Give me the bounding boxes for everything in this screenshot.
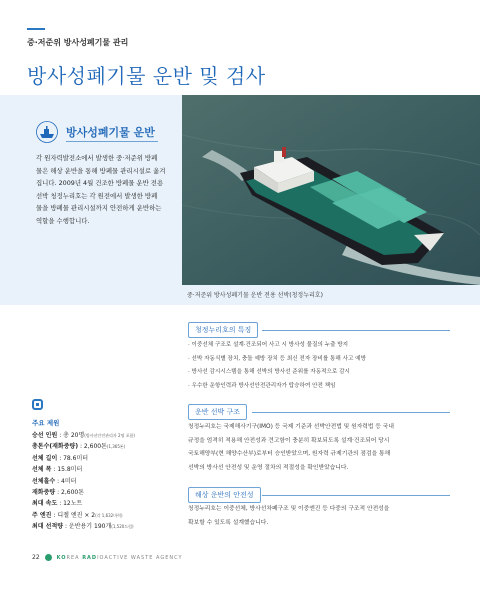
transport-subtitle: 방사성폐기물 운반 [66,126,155,139]
agency-logo-icon [45,554,52,561]
structure-line: 규정을 엄격히 적용해 안전성과 견고함이 충분히 확보되도록 설계·건조되어 당시 [188,437,390,444]
spec-label: 선체흘수 [32,477,56,485]
structure-line: 국토해양부(현 해양수산부)로부터 승인받았으며, 원자력 규제기관의 점검을 통해 [188,451,391,457]
structure-rule [252,412,450,413]
spec-value: : 12노트 [57,500,83,508]
intro-line: 물을 방폐물 관리시설까지 안전하게 운반하는 [36,204,162,213]
spec-label: 총톤수(재화중량) [32,443,79,451]
spec-list [32,430,135,533]
spec-value: : 총 20명 [57,432,85,439]
spec-row [32,510,135,521]
agency-name-part: RAD [82,554,98,561]
spec-value: : 디젤 엔진 × 2 [51,511,96,519]
agency-name-part: REA [66,554,83,561]
features-tag: 청정누리호의 특징 [188,322,258,338]
spec-value: : 4미터 [55,477,77,485]
spec-value: : 운반용기 190개 [63,523,112,531]
accent-line [27,28,45,30]
spec-row [32,441,135,452]
spec-row [32,464,135,475]
agency-name-part: IOACTIVE WASTE AGENCY [97,554,183,561]
feature-item: · 선박 자동식별 장치, 충돌 예방 장치 등 최신 전자 장비를 통해 사고 예방 [188,355,366,362]
photo-caption: 중·저준위 방사성폐기물 운반 전용 선박(청정누리호) [187,292,323,299]
intro-line: 물은 해상 운반을 통해 방폐물 관리시설로 옮겨 [36,166,166,175]
spec-note: (1,520드럼) [111,524,134,530]
spec-note: (방사선안전관리자 2명 포함) [84,433,135,438]
spec-label: 선체 폭 [32,466,52,474]
features-rule [262,330,450,331]
subtitle-rule [66,141,158,142]
structure-paragraph [188,421,456,475]
spec-row [32,521,135,532]
safety-line: 청정누리호는 이중선체, 방사선차폐구조 및 이중엔진 등 다중의 구조적 안전성을 [188,506,390,512]
features-list [188,339,366,393]
spec-row [32,453,135,464]
intro-line: 역할을 수행합니다. [36,216,90,225]
intro-line: 각 원자력발전소에서 발생한 중·저준위 방폐 [36,154,158,162]
structure-line: 선박의 방사선 안전성 및 운영 절차의 적절성을 확인받았습니다. [188,464,349,471]
spec-value: : 2,600톤 [55,489,84,497]
spec-label: 선체 길이 [32,454,58,462]
feature-item: · 이중선체 구조로 설계·건조되어 사고 시 방사성 물질의 누출 방지 [188,342,349,348]
transport-intro [36,152,176,228]
safety-tag: 해상 운반의 안전성 [188,487,261,503]
agency-name [57,555,183,561]
spec-row [32,430,135,441]
spec-label: 승선 인원 [32,432,58,439]
footer [32,554,183,561]
intro-line: 집니다. 2009년 4월 건조한 방폐물 운반 전용 [36,179,164,188]
spec-note: (각 1,632마력) [95,512,123,518]
ship-illustration [182,95,480,285]
section-label: 중·저준위 방사성폐기물 관리 [27,38,129,47]
safety-paragraph [188,503,456,530]
safety-line: 확보할 수 있도록 설계했습니다. [188,519,269,526]
spec-heading: 주요 제원 [32,419,60,427]
ship-photo [182,95,480,285]
agency-name-part: KO [56,554,67,561]
spec-label: 최대 선적량 [32,523,64,531]
spec-label: 최대 속도 [32,500,58,508]
page-title: 방사성폐기물 운반 및 검사 [27,64,266,88]
feature-item: · 방사선 감시시스템을 통해 선박의 방사선 준위를 자동적으로 감시 [188,369,350,376]
safety-rule [262,495,450,496]
spec-value: : 2,600톤 [78,443,107,451]
structure-tag: 운반 선박 구조 [188,404,247,420]
intro-line: 선박 청정누리호는 각 원전에서 발생한 방폐 [36,191,158,200]
page-number: 22 [32,554,40,561]
spec-row [32,476,135,487]
spec-value: : 78.6미터 [57,454,89,462]
spec-value: : 15.8미터 [51,466,83,474]
spec-note: (1,365톤) [106,444,126,450]
feature-item: · 우수한 운항인력과 방사선안전관리자가 탑승하여 안전 책임 [188,382,336,389]
spec-icon [32,399,43,410]
ship-icon [36,121,58,143]
structure-line: 청정누리호는 국제해사기구(IMO) 등 국제 기준과 선박안전법 및 원자력법 등 국내 [188,424,394,430]
spec-label: 주 엔진 [32,511,52,519]
spec-row [32,498,135,509]
spec-row [32,487,135,498]
spec-label: 재화중량 [32,489,56,497]
